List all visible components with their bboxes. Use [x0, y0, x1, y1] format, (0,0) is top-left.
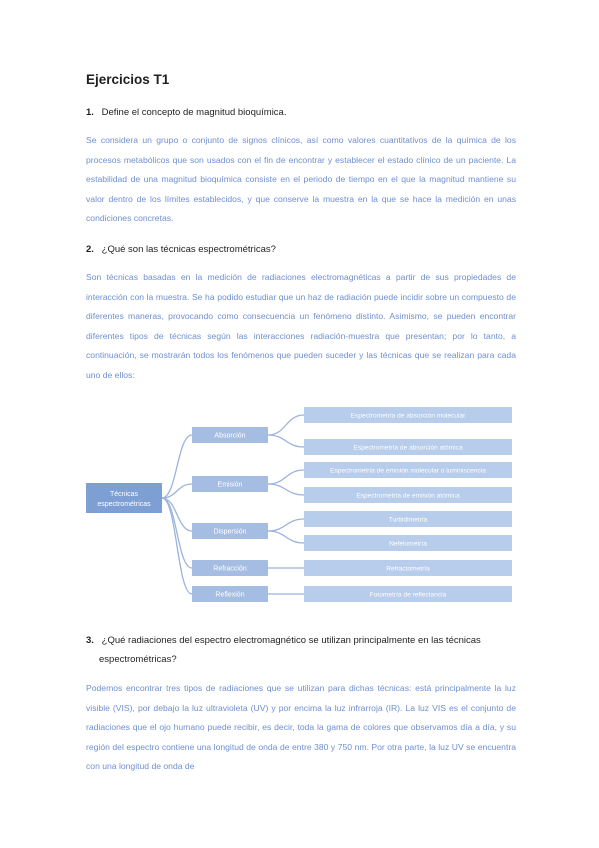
connector — [268, 435, 304, 447]
leaf-label: Fotometría de reflectancia — [369, 591, 447, 599]
leaf-label: Espectrometría de emisión atómica — [356, 492, 460, 500]
question-number: 1. — [86, 107, 94, 118]
document-title: Ejercicios T1 — [86, 72, 170, 87]
leaf-node — [304, 487, 512, 503]
connector — [162, 498, 192, 568]
branch-node — [192, 523, 268, 539]
leaf-label: Espectrometría de absorción molecular — [350, 412, 466, 420]
leaf-label: Nefelometría — [389, 540, 427, 548]
branch-label: Dispersión — [213, 528, 247, 536]
root-label: Técnicas — [109, 491, 139, 498]
question-text: Define el concepto de magnitud bioquímica. — [101, 107, 287, 118]
connector — [268, 415, 304, 435]
leaf-node — [304, 535, 512, 551]
branch-label: Reflexión — [215, 591, 245, 599]
leaf-node — [304, 560, 512, 576]
question-1 — [86, 103, 516, 122]
branch-node — [192, 476, 268, 492]
leaf-node — [304, 586, 512, 602]
connector — [162, 498, 192, 531]
question-3 — [86, 631, 516, 669]
leaf-label: Espectrometría de emisión molecular o luminiscencia — [330, 467, 486, 475]
question-text: ¿Qué son las técnicas espectrométricas? — [101, 244, 276, 255]
answer-1: Se considera un grupo o conjunto de signos clínicos, así como valores cuantitativos de la química de los procesos metabólicos que son usados con el fin de encontrar y establecer el estado clínico de un paciente. La estabilidad de una magnitud bioquímica consiste en el periodo de tiempo en el que la magnitud mantiene su valor dentro de los límites establecidos, y que conserve la muestra en la que se hace la medición en unas condiciones concretas. — [86, 135, 516, 224]
root-node — [86, 483, 162, 513]
leaf-label: Turbidimetría — [388, 516, 428, 524]
connector — [268, 470, 304, 484]
question-text-line2: espectrométricas? — [99, 654, 177, 665]
branch-label: Absorción — [214, 432, 246, 440]
root-box — [86, 483, 162, 513]
techniques-diagram — [0, 400, 599, 615]
leaf-node — [304, 462, 512, 478]
question-number: 3. — [86, 635, 94, 646]
branch-node — [192, 560, 268, 576]
question-text-line1: ¿Qué radiaciones del espectro electromagnético se utilizan principalmente en las técnicas — [101, 635, 481, 646]
branch-node — [192, 427, 268, 443]
branch-label: Emisión — [217, 481, 243, 489]
question-2 — [86, 240, 516, 259]
leaf-node — [304, 511, 512, 527]
question-number: 2. — [86, 244, 94, 255]
leaf-label: Espectrometría de absorción atómica — [353, 444, 463, 452]
leaf-node — [304, 439, 512, 455]
root-label: espectrométricas — [97, 501, 151, 508]
connector — [268, 484, 304, 495]
leaf-label: Refractometría — [386, 565, 430, 573]
connector — [268, 519, 304, 531]
branch-label: Refracción — [213, 565, 247, 573]
leaf-node — [304, 407, 512, 423]
branch-node — [192, 586, 268, 602]
connector — [162, 498, 192, 594]
connector — [162, 435, 192, 498]
answer-2: Son técnicas basadas en la medición de radiaciones electromagnéticas a partir de sus propiedades de interacción con la muestra. Se ha podido estudiar que un haz de radiación puede incidir sobre un compuesto de diferentes maneras, provocando como consecuencia un fenómeno distinto. Asimismo, se pueden encontrar diferentes tipos de técnicas según las interacciones radiación-muestra que presentan; por lo tanto, a continuación, se mostrarán todos los fenómenos que pueden suceder y las técnicas que se realizan para cada uno de ellos: — [86, 272, 516, 380]
answer-3: Podemos encontrar tres tipos de radiaciones que se utilizan para dichas técnicas: está principalmente la luz visible (VIS), por debajo la luz ultravioleta (UV) y por encima la luz infrarroja (IR). La luz VIS es el conjunto de radiaciones que el ojo humano puede recibir, es decir, toda la gama de colores que observamos día a día, y su región del espectro contiene una longitud de onda de entre 380 y 750 nm. Por otra parte, la luz UV se encuentra con una longitud de onda de — [86, 683, 516, 772]
connector — [268, 531, 304, 543]
